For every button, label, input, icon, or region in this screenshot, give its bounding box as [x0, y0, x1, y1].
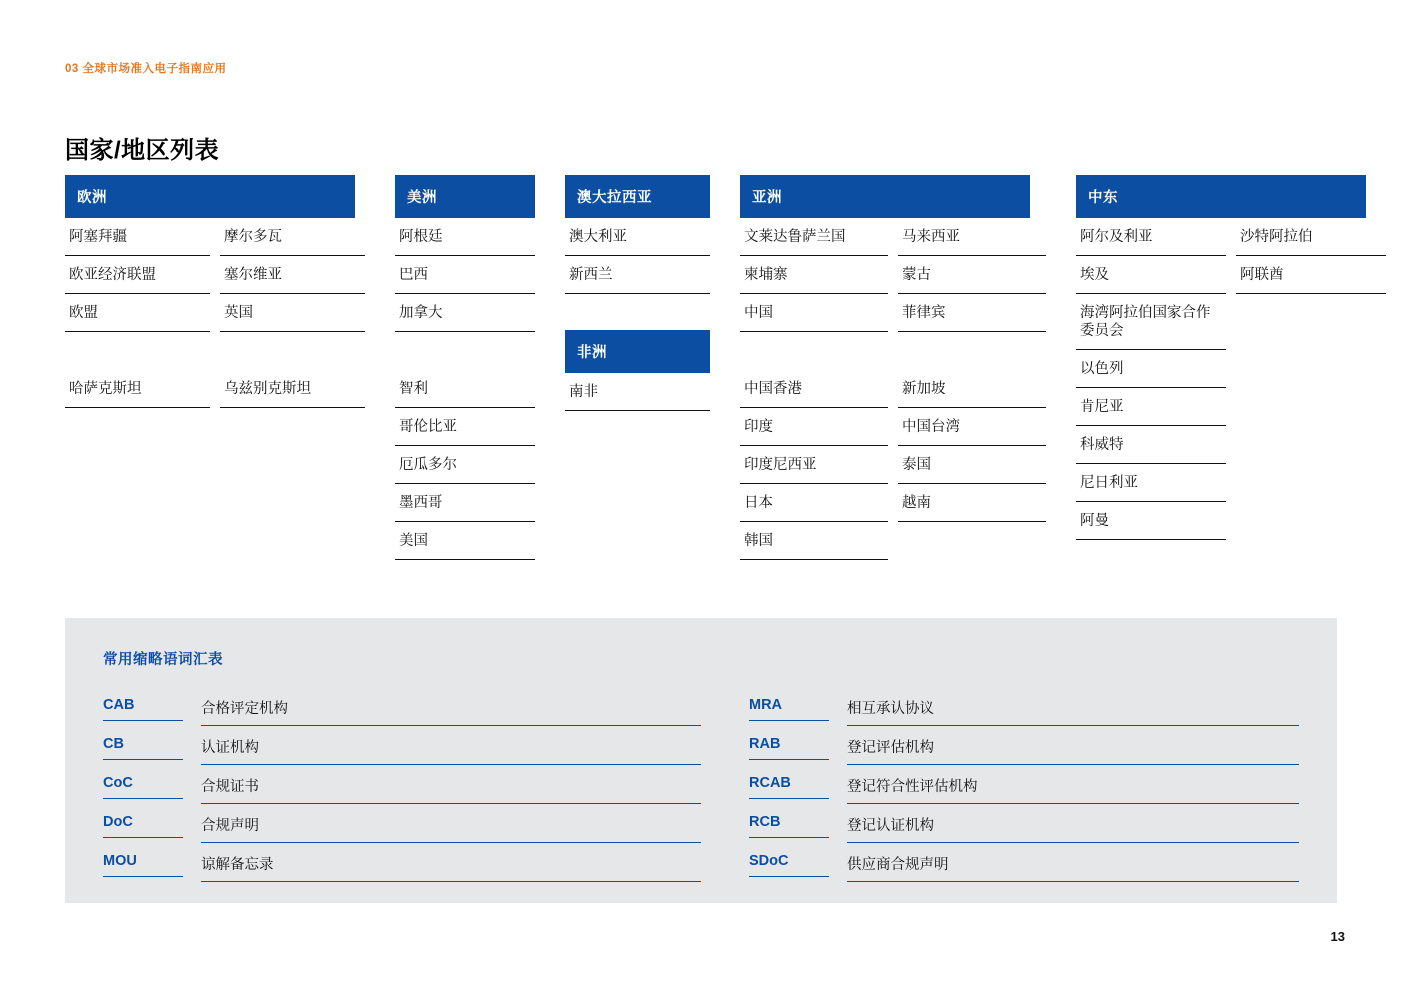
country-entry: 韩国	[740, 522, 888, 560]
glossary-row	[749, 843, 1299, 882]
glossary-row	[749, 804, 1299, 843]
glossary-row	[103, 687, 701, 726]
country-entry: 欧盟	[65, 294, 210, 332]
region-block-asia	[740, 175, 1046, 560]
country-entry: 美国	[395, 522, 535, 560]
glossary-abbr: MRA	[749, 687, 829, 721]
region-header-americas: 美洲	[395, 175, 535, 218]
country-entry-spacer	[898, 332, 1046, 370]
country-entry: 阿曼	[1076, 502, 1226, 540]
glossary-abbr: CoC	[103, 765, 183, 799]
country-entry: 哈萨克斯坦	[65, 370, 210, 408]
glossary-definition: 登记评估机构	[847, 726, 1299, 765]
country-entry: 巴西	[395, 256, 535, 294]
glossary-abbr: CB	[103, 726, 183, 760]
glossary-abbr: RCB	[749, 804, 829, 838]
glossary-definition: 供应商合规声明	[847, 843, 1299, 882]
country-entry: 泰国	[898, 446, 1046, 484]
running-header: 03 全球市场准入电子指南应用	[65, 63, 227, 75]
glossary-row	[103, 804, 701, 843]
glossary-row	[749, 687, 1299, 726]
glossary-row	[749, 726, 1299, 765]
region-header-africa: 非洲	[565, 330, 710, 373]
country-entry: 加拿大	[395, 294, 535, 332]
country-entry: 阿尔及利亚	[1076, 218, 1226, 256]
region-header-europe: 欧洲	[65, 175, 355, 218]
country-entry: 英国	[220, 294, 365, 332]
country-entry: 柬埔寨	[740, 256, 888, 294]
country-entry: 蒙古	[898, 256, 1046, 294]
glossary-definition: 登记认证机构	[847, 804, 1299, 843]
country-entry: 尼日利亚	[1076, 464, 1226, 502]
glossary-title: 常用缩略语词汇表	[103, 652, 223, 668]
country-entry: 埃及	[1076, 256, 1226, 294]
region-block-europe	[65, 175, 365, 408]
country-entry: 墨西哥	[395, 484, 535, 522]
glossary-row	[103, 843, 701, 882]
glossary-abbr: RAB	[749, 726, 829, 760]
country-entry: 澳大利亚	[565, 218, 710, 256]
country-entry: 越南	[898, 484, 1046, 522]
country-entry: 欧亚经济联盟	[65, 256, 210, 294]
glossary-definition: 合格评定机构	[201, 687, 701, 726]
region-header-asia: 亚洲	[740, 175, 1030, 218]
country-entry: 沙特阿拉伯	[1236, 218, 1386, 256]
country-entry-spacer	[740, 332, 888, 370]
glossary-definition: 谅解备忘录	[201, 843, 701, 882]
country-entry: 哥伦比亚	[395, 408, 535, 446]
region-header-australasia: 澳大拉西亚	[565, 175, 710, 218]
glossary-column-left	[103, 687, 701, 882]
country-entry: 中国台湾	[898, 408, 1046, 446]
glossary-panel	[65, 618, 1337, 903]
country-entry: 阿塞拜疆	[65, 218, 210, 256]
page-title: 国家/地区列表	[65, 137, 220, 164]
country-entry: 印度	[740, 408, 888, 446]
glossary-row	[103, 726, 701, 765]
page-number: 13	[1330, 929, 1345, 944]
glossary-column-right	[701, 687, 1299, 882]
country-entry: 文莱达鲁萨兰国	[740, 218, 888, 256]
country-entry: 马来西亚	[898, 218, 1046, 256]
country-entry: 塞尔维亚	[220, 256, 365, 294]
country-entry-spacer	[65, 332, 210, 370]
glossary-definition: 认证机构	[201, 726, 701, 765]
country-entry-spacer	[220, 332, 365, 370]
country-entry: 阿根廷	[395, 218, 535, 256]
country-entry: 中国香港	[740, 370, 888, 408]
glossary-definition: 相互承认协议	[847, 687, 1299, 726]
country-entry: 阿联酋	[1236, 256, 1386, 294]
country-entry: 中国	[740, 294, 888, 332]
country-entry: 肯尼亚	[1076, 388, 1226, 426]
region-block-australasia	[565, 175, 710, 411]
country-entry: 以色列	[1076, 350, 1226, 388]
glossary-definition: 登记符合性评估机构	[847, 765, 1299, 804]
glossary-row	[103, 765, 701, 804]
country-entry: 菲律宾	[898, 294, 1046, 332]
country-entry: 海湾阿拉伯国家合作委员会	[1076, 294, 1226, 350]
country-entry: 厄瓜多尔	[395, 446, 535, 484]
country-entry: 日本	[740, 484, 888, 522]
region-header-middle-east: 中东	[1076, 175, 1366, 218]
country-entry: 印度尼西亚	[740, 446, 888, 484]
country-entry: 新西兰	[565, 256, 710, 294]
glossary-abbr: RCAB	[749, 765, 829, 799]
glossary-abbr: CAB	[103, 687, 183, 721]
glossary-abbr: MOU	[103, 843, 183, 877]
country-entry: 科威特	[1076, 426, 1226, 464]
country-entry: 乌兹别克斯坦	[220, 370, 365, 408]
glossary-abbr: DoC	[103, 804, 183, 838]
region-block-americas	[395, 175, 535, 560]
glossary-definition: 合规证书	[201, 765, 701, 804]
country-entry: 智利	[395, 370, 535, 408]
glossary-abbr: SDoC	[749, 843, 829, 877]
region-columns	[65, 175, 1345, 560]
glossary-row	[749, 765, 1299, 804]
country-entry: 新加坡	[898, 370, 1046, 408]
country-entry-spacer	[395, 332, 535, 370]
country-entry: 南非	[565, 373, 710, 411]
region-block-middle-east	[1076, 175, 1386, 540]
glossary-definition: 合规声明	[201, 804, 701, 843]
country-entry: 摩尔多瓦	[220, 218, 365, 256]
